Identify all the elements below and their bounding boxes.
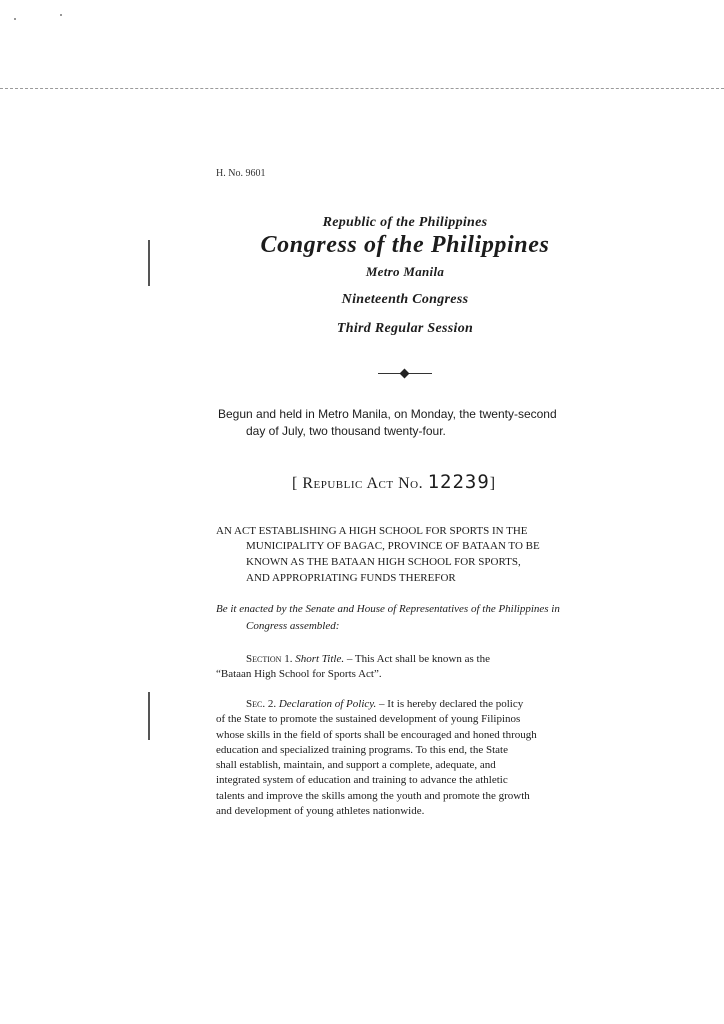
section-1-line-2: “Bataan High School for Sports Act”. [216,668,382,680]
top-scan-line [0,88,724,89]
header-congress: Congress of the Philippines [260,232,550,258]
section-1-text: – This Act shall be known as the [344,653,490,665]
republic-act-number [292,471,496,493]
ra-close-bracket: ] [489,475,496,492]
section-2-label: Sec. 2. [246,698,277,710]
section-2-line: education and specialized training programs. To this end, the State [216,743,508,756]
section-2-line [216,697,537,712]
section-2-line: and development of young athletes nationwide. [216,805,425,818]
header-session: Third Regular Session [336,321,474,336]
header-location: Metro Manila [365,264,445,279]
section-2 [216,697,537,819]
header-congress-number: Nineteenth Congress [341,292,469,307]
ra-label: Republic Act No. [302,475,424,492]
divider-ornament [378,370,432,378]
enacting-clause-line-1: Be it enacted by the Senate and House of Representatives of the Philippines in [216,603,560,615]
act-title-line: KNOWN AS THE BATAAN HIGH SCHOOL FOR SPORTS, [246,556,521,568]
act-title-line: AND APPROPRIATING FUNDS THEREFOR [246,572,456,584]
section-2-line: talents and improve the skills among the youth and promote the growth [216,789,530,802]
act-title-line: MUNICIPALITY OF BAGAC, PROVINCE OF BATAAN TO BE [246,540,540,552]
scan-speck [14,18,16,20]
section-1-label: Section 1. [246,653,293,665]
margin-bracket [148,692,150,740]
act-title-line: AN ACT ESTABLISHING A HIGH SCHOOL FOR SPORTS IN THE [216,525,528,537]
section-2-line: integrated system of education and training to advance the athletic [216,774,508,787]
section-1-line-1 [246,652,490,667]
section-2-line: whose skills in the field of sports shall be encouraged and honed through [216,728,537,741]
scan-speck [60,14,62,16]
section-2-text: – It is hereby declared the policy [376,698,524,710]
house-number: H. No. 9601 [216,168,266,179]
section-1-heading: Short Title. [295,653,345,665]
enacting-clause-line-2: Congress assembled: [246,620,340,632]
section-2-line: of the State to promote the sustained development of young Filipinos [216,713,521,726]
begun-line-2: day of July, two thousand twenty-four. [246,424,446,438]
header-republic: Republic of the Philippines [322,215,488,230]
begun-line-1: Begun and held in Metro Manila, on Monday, the twenty-second [218,407,557,421]
ra-number: 12239 [427,471,490,493]
section-2-heading: Declaration of Policy. [278,698,377,710]
ra-open-bracket: [ [292,475,298,492]
section-2-line: shall establish, maintain, and support a complete, adequate, and [216,759,496,772]
